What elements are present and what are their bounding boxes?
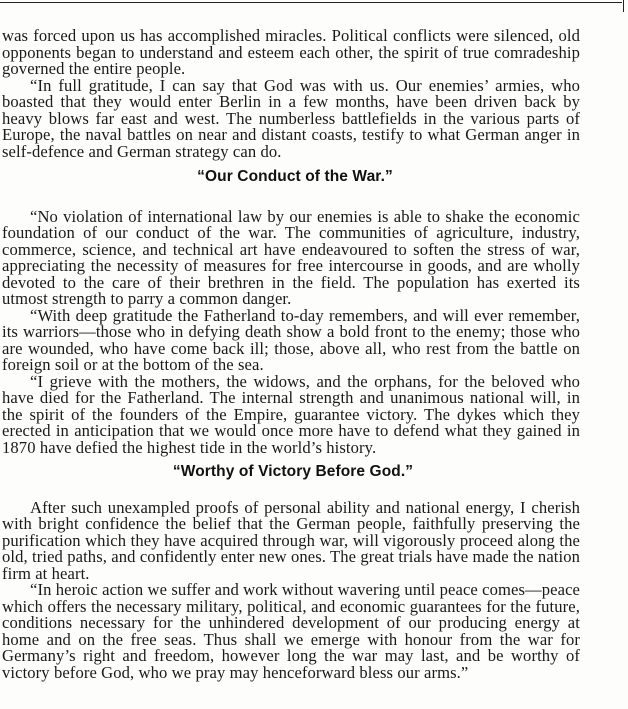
paragraph-gratitude: “In full gratitude, I can say that God was with us. Our enemies’ armies, who boasted that they would enter Berlin in a few months, have been driven back by heavy blows far east and west. The numberless battlefields in the various parts of Europe, the naval battles on near and distant coasts, testify to what German anger in self-defence and German strategy can do. — [2, 75, 580, 161]
paragraph-international-law: “No violation of international law by our enemies is able to shake the economic foundation of our conduct of the war. The communities of agriculture, industry, commerce, science, and technical art have endeavoured to soften the stress of war, appreciating the necessity of measures for free intercourse in goods, and are wholly devoted to the care of their brethren in the field. The population has exerted its utmost strength to parry a common danger. — [2, 206, 580, 308]
paragraph-miracles: was forced upon us has accomplished miracles. Political conflicts were silenced, old opponents began to understand and esteem each other, the spirit of true comradeship governed the entire people. — [2, 26, 580, 78]
heading-conduct-of-war: “Our Conduct of the War.” — [197, 168, 393, 185]
paragraph-warriors: “With deep gratitude the Fatherland to-day remembers, and will ever remember, its warriors—those who in defying death show a bold front to the enemy; those who are wounded, who have come back ill; those, above all, who rest from the battle on foreign soil or at the bottom of the sea. — [2, 305, 580, 374]
article-column — [2, 28, 580, 681]
paragraph-unexampled-proofs: After such unexampled proofs of personal ability and national energy, I cherish with bright confidence the belief that the German people, faithfully preserving the purification which they have acquired through war, will vigorously proceed along the old, tried paths, and confidently enter new ones. The great trials have made the nation firm at heart. — [2, 497, 580, 583]
paragraph-grieve: “I grieve with the mothers, the widows, and the orphans, for the beloved who have died for the Fatherland. The internal strength and unanimous national will, in the spirit of the founders of the Empire, guarantee victory. The dykes which they erected in anticipation that we would once more have to defend what they gained in 1870 have defied the highest tide in the world’s history. — [2, 371, 580, 457]
column-side-rule — [623, 0, 624, 12]
column-top-rule — [0, 2, 622, 3]
paragraph-heroic-action: “In heroic action we suffer and work without wavering until peace comes—peace which offers the necessary military, political, and economic guarantees for the future, conditions necessary for the unhindered development of our producing energy at home and on the free seas. Thus shall we emerge with honour from the war for Germany’s right and freedom, however long the war may last, and be worthy of victory before God, who we pray may henceforward bless our arms.” — [2, 580, 580, 682]
heading-worthy-of-victory: “Worthy of Victory Before God.” — [172, 463, 414, 480]
